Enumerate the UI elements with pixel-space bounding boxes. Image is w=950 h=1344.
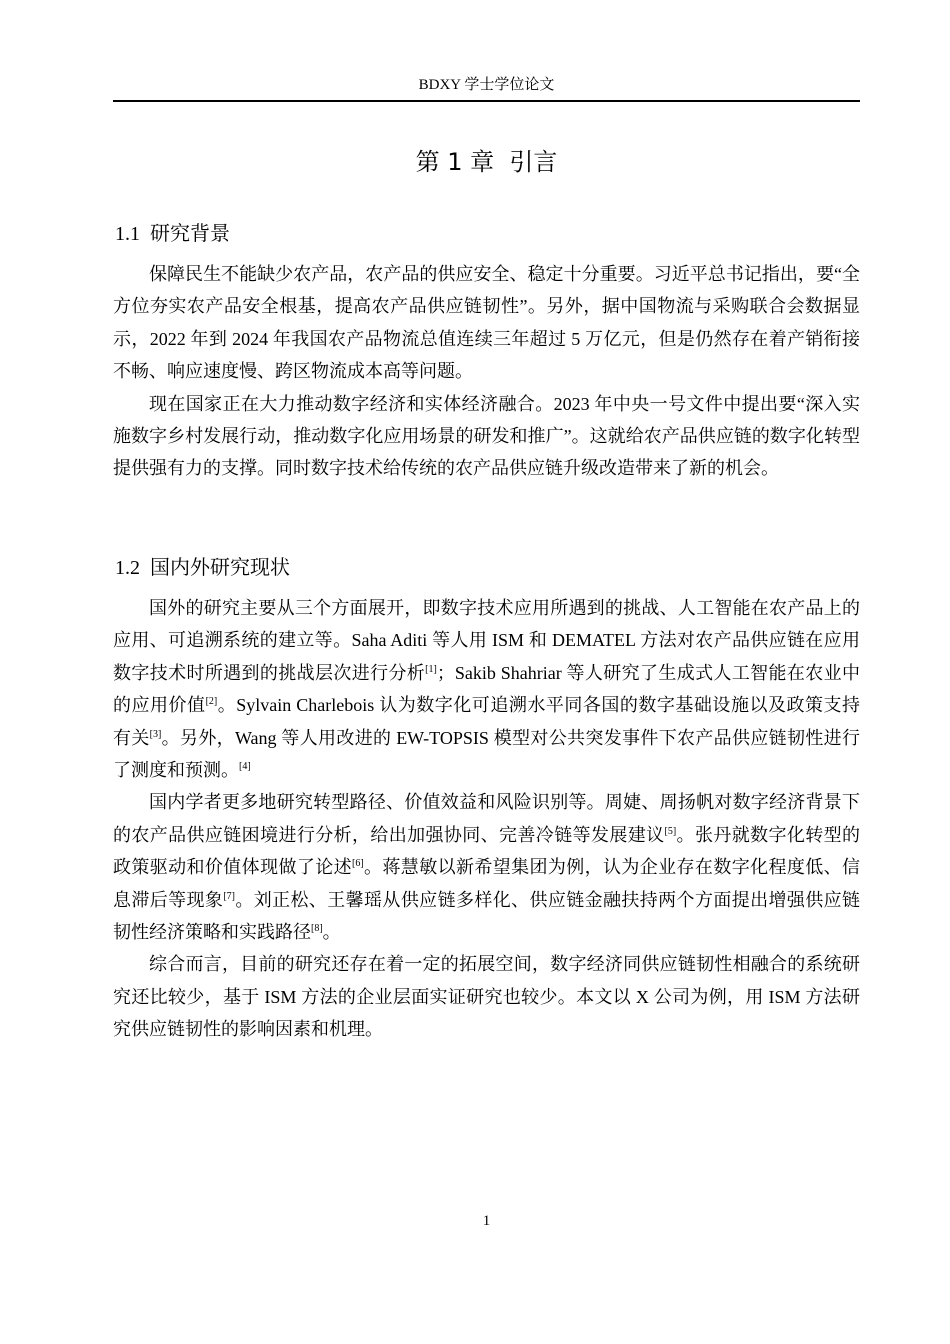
citation-4[interactable]: [4] (239, 761, 251, 773)
text-run: 。蒋慧敏以新希望集团为例，认为企业存在数字化程度低、信息滞后等现象 (113, 857, 860, 910)
citation-5[interactable]: [5] (664, 825, 677, 837)
citation-2[interactable]: [2] (205, 696, 218, 708)
header-rule (113, 100, 860, 102)
paragraph: 综合而言，目前的研究还存在着一定的拓展空间，数字经济同供应链韧性相融合的系统研究还比较少，基于 ISM 方法的企业层面实证研究也较少。本文以 X 公司为例，用 ISM 方法研究供应链韧性的影响因素和机理。 (113, 954, 860, 1040)
section-title-text: 国内外研究现状 (150, 555, 290, 579)
paragraph (113, 592, 860, 786)
section-1-1-body (113, 258, 860, 485)
text-run: 。 (322, 922, 341, 943)
text-run: ；Sakib Shahriar 等人研究了生成式人工智能在农业中的应用价值 (113, 662, 860, 716)
chapter-title: 第 1 章 引言 (415, 148, 558, 176)
citation-1[interactable]: [1] (425, 663, 437, 675)
section-number: 1.2 (115, 557, 140, 579)
section-1-2-body (113, 592, 860, 1046)
page-number: 1 (482, 1213, 491, 1229)
paragraph: 保障民生不能缺少农产品，农产品的供应安全、稳定十分重要。习近平总书记指出，要“全方位夯实农产品安全根基，提高农产品供应链韧性”。另外，据中国物流与采购联合会数据显示，2022 年到 2024 年我国农产品物流总值连续三年超过 5 万亿元，但是仍然存在着产销衔接不畅、响应速度慢、跨区物流成本高等问题。 (113, 264, 860, 382)
citation-7[interactable]: [7] (223, 890, 235, 902)
citation-3[interactable]: [3] (149, 728, 162, 740)
section-number: 1.1 (115, 223, 140, 245)
citation-6[interactable]: [6] (351, 858, 364, 870)
text-run: 。另外，Wang 等人用改进的 EW-TOPSIS 模型对公共突发事件下农产品供应链韧性进行了测度和预测。 (113, 727, 861, 781)
paragraph: 现在国家正在大力推动数字经济和实体经济融合。2023 年中央一号文件中提出要“深入实施数字乡村发展行动，推动数字化应用场景的研发和推广”。这就给农产品供应链的数字化转型提供强有力的支撑。同时数字技术给传统的农产品供应链升级改造带来了新的机会。 (113, 393, 860, 479)
text-run: 。Sylvain Charlebois 认为数字化可追溯水平同各国的数字基础设施以及政策支持有关 (113, 695, 860, 748)
text-run: 。张丹就数字化转型的政策驱动和价值体现做了论述 (113, 824, 861, 878)
section-title-text: 研究背景 (150, 221, 230, 245)
section-heading-1-2 (115, 553, 290, 582)
running-header: BDXY 学士学位论文 (418, 77, 555, 93)
citation-8[interactable]: [8] (311, 923, 323, 935)
paragraph (113, 786, 860, 948)
text-run: 国内学者更多地研究转型路径、价值效益和风险识别等。周婕、周扬帆对数字经济背景下的农产品供应链困境进行分析，给出加强协同、完善冷链等发展建议 (113, 792, 860, 845)
text-run: 。刘正松、王馨瑶从供应链多样化、供应链金融扶持两个方面提出增强供应链韧性经济策略和实践路径 (113, 889, 861, 943)
section-heading-1-1 (115, 219, 230, 248)
text-run: 国外的研究主要从三个方面展开，即数字技术应用所遇到的挑战、人工智能在农产品上的应用、可追溯系统的建立等。Saha Aditi 等人用 ISM 和 DEMATEL 方法对农产品供应链在应用数字技术时所遇到的挑战层次进行分析 (113, 598, 860, 683)
